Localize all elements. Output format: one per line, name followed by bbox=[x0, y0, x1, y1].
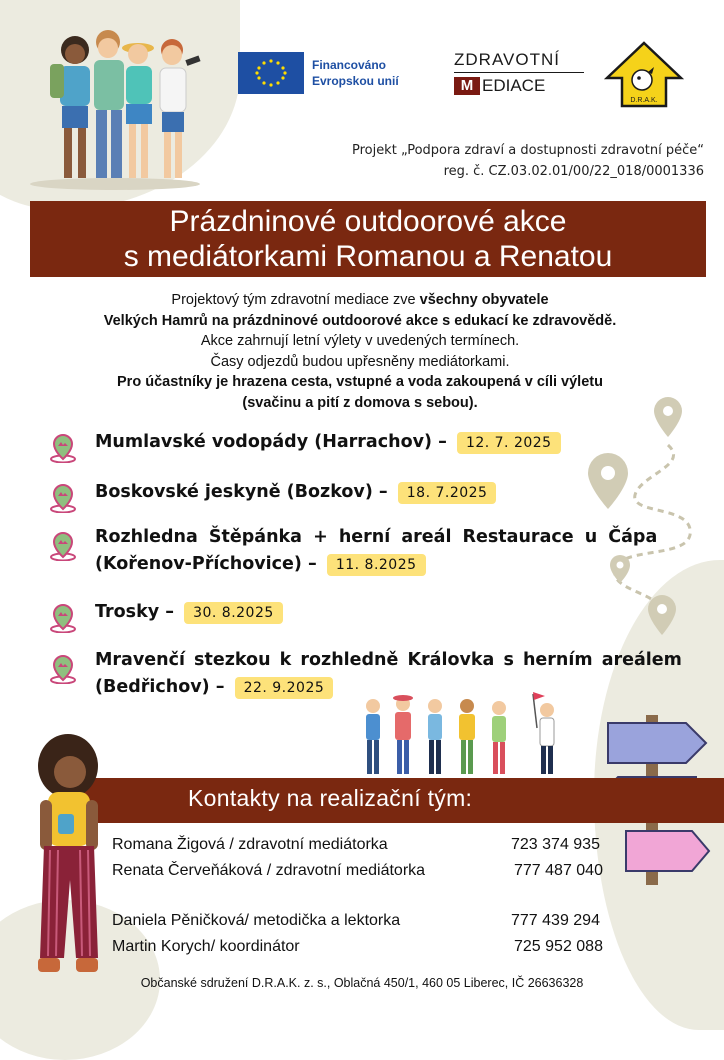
woman-illustration bbox=[18, 730, 118, 980]
zdravotni-mediace-logo bbox=[454, 50, 584, 96]
event-dash: – bbox=[165, 602, 174, 622]
event-dash: – bbox=[378, 482, 388, 502]
project-info bbox=[352, 140, 704, 182]
event-date: 11. 8.2025 bbox=[327, 554, 426, 576]
eu-funding-logo bbox=[238, 50, 418, 96]
event-name: Mumlavské vodopády (Harrachov) bbox=[95, 432, 432, 452]
event-dash: – bbox=[215, 677, 225, 697]
intro-line6: (svačinu a pití z domova s sebou). bbox=[242, 394, 478, 411]
event-name-line2: (Bedřichov) bbox=[95, 677, 210, 697]
drak-logo bbox=[604, 40, 684, 110]
location-pin-icon bbox=[48, 603, 78, 633]
event-date: 30. 8.2025 bbox=[184, 602, 283, 624]
logo-mediace-m: M bbox=[454, 77, 480, 95]
contact-phone[interactable]: 777 487 040 bbox=[514, 862, 603, 879]
event-item bbox=[48, 479, 698, 506]
contact-phone[interactable]: 723 374 935 bbox=[511, 836, 600, 853]
contact-phone[interactable]: 725 952 088 bbox=[514, 938, 603, 955]
event-dash: – bbox=[438, 432, 447, 452]
event-name-line1: Rozhledna Štěpánka + herní areál Restaurace u Čápa bbox=[95, 527, 658, 547]
title-line2: s mediátorkami Romanou a Renatou bbox=[123, 240, 613, 273]
event-item bbox=[48, 429, 698, 456]
intro-line2: Velkých Hamrů na prázdninové outdoorové akce s edukací ke zdravovědě. bbox=[103, 312, 617, 329]
intro-line1: Projektový tým zdravotní mediace zve bbox=[171, 292, 420, 308]
hikers-group-illustration bbox=[355, 688, 575, 780]
event-dash: – bbox=[307, 554, 317, 574]
intro-line1-bold: všechny obyvatele bbox=[419, 292, 549, 308]
title-line1: Prázdninové outdoorové akce bbox=[169, 205, 567, 238]
event-date: 18. 7.2025 bbox=[398, 482, 497, 504]
logo-mediace-text: EDIACE bbox=[482, 76, 546, 95]
drak-logo-text: D.R.A.K. bbox=[630, 97, 658, 104]
event-name: Boskovské jeskyně (Bozkov) bbox=[95, 482, 373, 502]
event-item bbox=[48, 599, 698, 626]
contact-phone[interactable]: 777 439 294 bbox=[511, 912, 600, 929]
location-pin-icon bbox=[48, 483, 78, 513]
location-pin-icon bbox=[48, 654, 78, 684]
project-name: Projekt „Podpora zdraví a dostupnosti zdravotní péče“ bbox=[351, 143, 704, 158]
eu-text-line2: Evropskou unií bbox=[312, 74, 399, 88]
eu-text-line1: Financováno bbox=[312, 58, 387, 72]
event-date: 22. 9.2025 bbox=[235, 677, 334, 699]
title-banner bbox=[30, 201, 706, 277]
contact-name: Romana Žigová / zdravotní mediátorka bbox=[112, 836, 388, 853]
footer-address: Občanské sdružení D.R.A.K. z. s., Oblačná 450/1, 460 05 Liberec, IČ 26636328 bbox=[140, 976, 584, 990]
intro-line3: Akce zahrnují letní výlety v uvedených termínech. bbox=[200, 333, 520, 349]
contact-name: Martin Korych/ koordinátor bbox=[112, 938, 300, 955]
event-date: 12. 7. 2025 bbox=[457, 432, 561, 454]
event-name-line2: (Kořenov-Příchovice) bbox=[95, 554, 302, 574]
location-pin-icon bbox=[48, 433, 78, 463]
contacts-title: Kontakty na realizační tým: bbox=[188, 785, 473, 811]
contact-name: Renata Červeňáková / zdravotní mediátorka bbox=[112, 862, 426, 879]
event-name: Trosky bbox=[95, 602, 160, 622]
project-reg-number: reg. č. CZ.03.02.01/00/22_018/0001336 bbox=[443, 164, 704, 179]
location-pin-icon bbox=[48, 531, 78, 561]
eu-flag-icon bbox=[238, 52, 304, 94]
tourists-illustration bbox=[20, 28, 210, 190]
contact-name: Daniela Pěničková/ metodička a lektorka bbox=[112, 912, 401, 929]
event-item bbox=[48, 524, 698, 578]
logo-zdravotni-text: ZDRAVOTNÍ bbox=[454, 50, 584, 73]
intro-line5: Pro účastníky je hrazena cesta, vstupné a voda zakoupená v cíli výletu bbox=[117, 374, 603, 390]
intro-line4: Časy odjezdů budou upřesněny mediátorkami. bbox=[210, 353, 510, 370]
event-name-line1: Mravenčí stezkou k rozhledně Královka s herním areálem bbox=[95, 650, 682, 670]
